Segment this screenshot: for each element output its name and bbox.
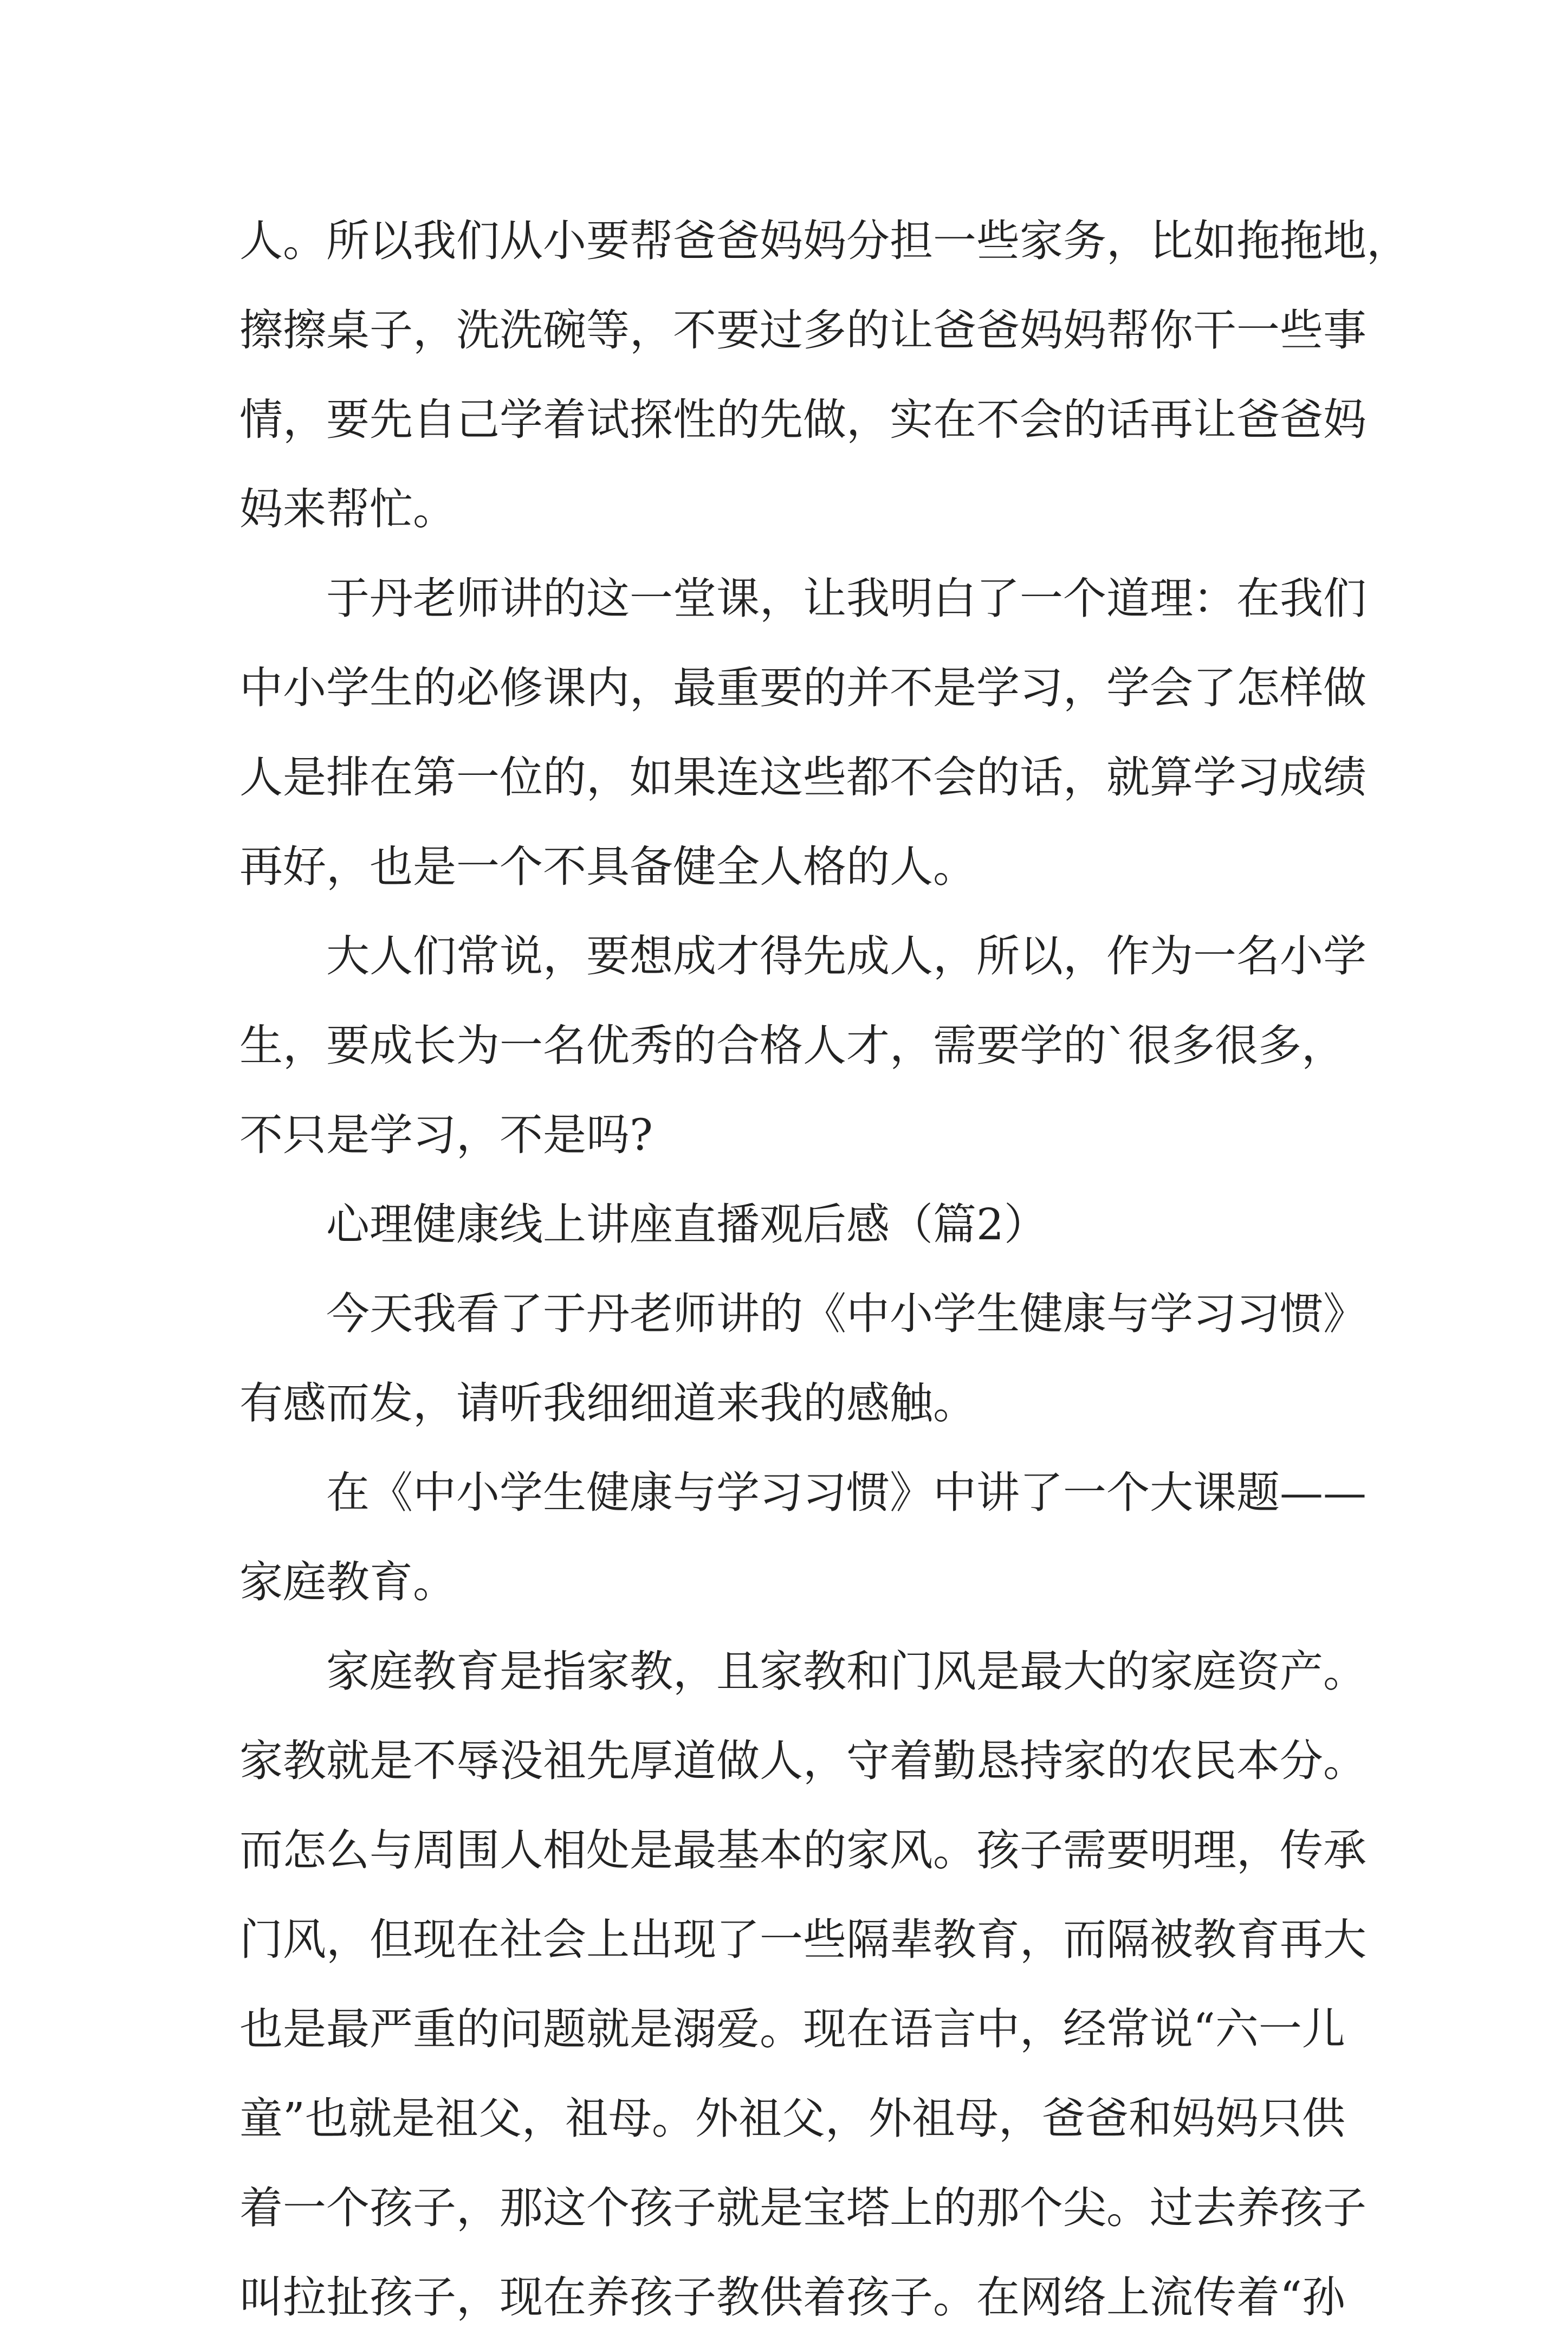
text-line: 妈来帮忙。 [239,484,456,534]
text-line: 人是排在第一位的，如果连这些都不会的话，就算学习成绩 [239,752,1366,803]
text-line: 有感而发，请听我细细道来我的感触。 [239,1378,976,1428]
text-line: 于丹老师讲的这一堂课，让我明白了一个道理：在我们 [326,573,1366,624]
text-line: 也是最严重的问题就是溺爱。现在语言中，经常说“六一儿 [239,2004,1345,2054]
text-line: 不只是学习，不是吗? [239,1110,653,1160]
text-line: 在《中小学生健康与学习习惯》中讲了一个大课题—— [326,1467,1366,1518]
text-line: 人。所以我们从小要帮爸爸妈妈分担一些家务，比如拖拖地， [239,216,1410,266]
text-line: 擦擦桌子，洗洗碗等，不要过多的让爸爸妈妈帮你干一些事 [239,305,1366,355]
text-line: 门风，但现在社会上出现了一些隔辈教育，而隔被教育再大 [239,1914,1366,1965]
text-line: 今天我看了于丹老师讲的《中小学生健康与学习习惯》 [326,1289,1366,1339]
text-line: 生，要成长为一名优秀的合格人才，需要学的`很多很多， [239,1020,1345,1071]
text-line: 家庭教育。 [239,1557,456,1607]
text-line: 童”也就是祖父，祖母。外祖父，外祖母，爸爸和妈妈只供 [239,2093,1345,2144]
text-line: 再好，也是一个不具备健全人格的人。 [239,842,976,892]
body-text [239,196,1410,2342]
text-line: 家教就是不辱没祖先厚道做人，守着勤恳持家的农民本分。 [239,1736,1366,1786]
text-line: 家庭教育是指家教，且家教和门风是最大的家庭资产。 [326,1646,1366,1697]
text-line: 中小学生的必修课内，最重要的并不是学习，学会了怎样做 [239,663,1366,713]
text-line: 而怎么与周围人相处是最基本的家风。孩子需要明理，传承 [239,1825,1366,1875]
text-line: 着一个孩子，那这个孩子就是宝塔上的那个尖。过去养孩子 [239,2183,1366,2233]
section-heading: 心理健康线上讲座直播观后感（篇2） [326,1199,1047,1250]
text-line: 大人们常说，要想成才得先成人，所以，作为一名小学 [326,931,1366,981]
text-line: 叫拉扯孩子，现在养孩子教供着孩子。在网络上流传着“孙 [239,2272,1345,2322]
text-line: 情，要先自己学着试探性的先做，实在不会的话再让爸爸妈 [239,394,1366,445]
